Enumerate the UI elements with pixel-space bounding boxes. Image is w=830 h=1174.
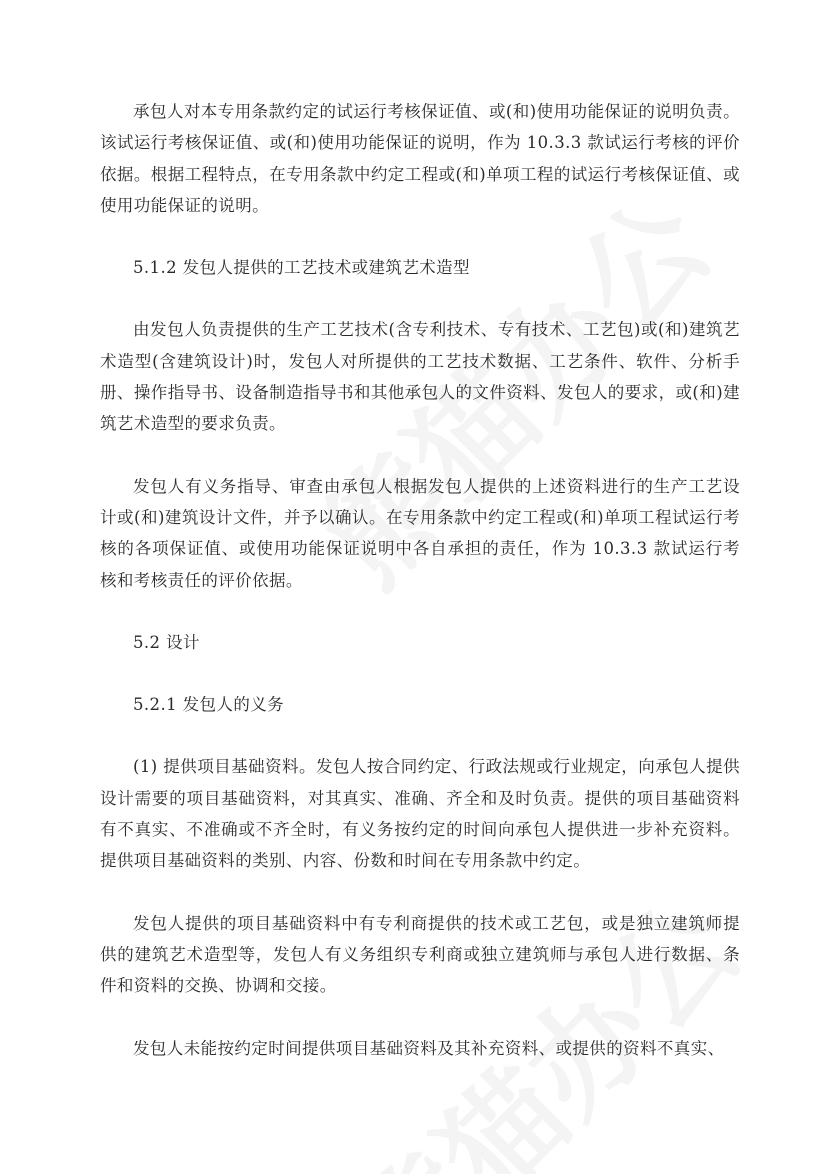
paragraph-late-data: 发包人未能按约定时间提供项目基础资料及其补充资料、或提供的资料不真实、 [133,1038,725,1058]
section-heading-5-2: 5.2 设计 [133,632,200,652]
paragraph-patent-provider: 发包人提供的项目基础资料中有专利商提供的技术或工艺包，或是独立建筑师提供的建筑艺术造型等，发包人有义务组织专利商或独立建筑师与承包人进行数据、条件和资料的交换、协调和交接。 [100,913,740,996]
paragraph-basic-data: (1) 提供项目基础资料。发包人按合同约定、行政法规或行业规定，向承包人提供设计需要的项目基础资料，对其真实、准确、齐全和及时负责。提供的项目基础资料有不真实、不准确或不齐全时，有义务按约定的时间向承包人提供进一步补充资料。提供项目基础资料的类别、内容、份数和时间在专用条款中约定。 [100,757,740,871]
paragraph-process-technology: 由发包人负责提供的生产工艺技术(含专利技术、专有技术、工艺包)或(和)建筑艺术造型(含建筑设计)时，发包人对所提供的工艺技术数据、工艺条件、软件、分析手册、操作指导书、设备制造指导书和其他承包人的文件资料、发包人的要求，或(和)建筑艺术造型的要求负责。 [100,320,740,434]
section-heading-5-2-1: 5.2.1 发包人的义务 [133,695,285,715]
section-heading-5-1-2: 5.1.2 发包人提供的工艺技术或建筑艺术造型 [133,258,470,278]
paragraph-trial-operation-guarantee: 承包人对本专用条款约定的试运行考核保证值、或(和)使用功能保证的说明负责。该试运行考核保证值、或(和)使用功能保证的说明，作为 10.3.3 款试运行考核的评价依据。根据工程特点，在专用条款中约定工程或(和)单项工程的试运行考核保证值、或使用功能保证的说明。 [100,102,740,215]
paragraph-employer-guidance: 发包人有义务指导、审查由承包人根据发包人提供的上述资料进行的生产工艺设计或(和)建筑设计文件，并予以确认。在专用条款中约定工程或(和)单项工程试运行考核的各项保证值、或使用功能保证说明中各自承担的责任，作为 10.3.3 款试运行考核和考核责任的评价依据。 [100,476,740,590]
document-body [100,96,740,1095]
